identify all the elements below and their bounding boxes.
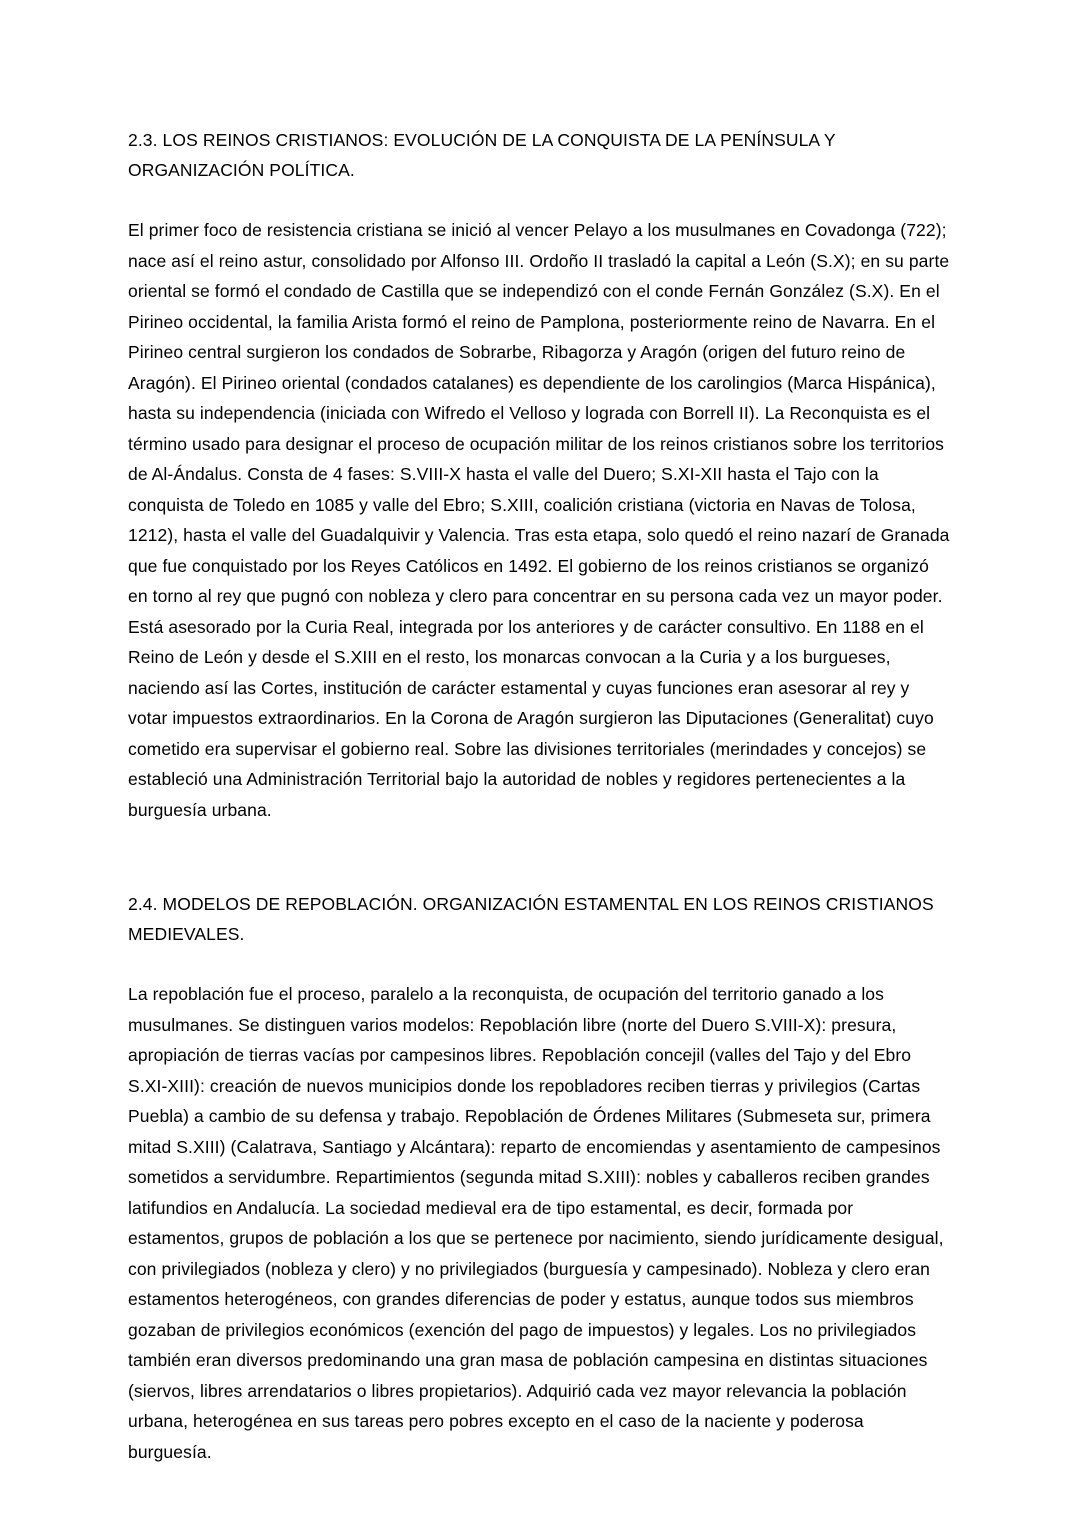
section-heading: 2.4. MODELOS DE REPOBLACIÓN. ORGANIZACIÓN ESTAMENTAL EN LOS REINOS CRISTIANOS MEDIEVALES. [128,894,939,944]
section-paragraph: La repoblación fue el proceso, paralelo a la reconquista, de ocupación del territorio ganado a los musulmanes. Se distinguen varios modelos: Repoblación libre (norte del Duero S.VIII-X): presura, apropiación de tierras vacías por campesinos libres. Repoblación concejil (valles del Tajo y del Ebro S.XI-XIII): creación de nuevos municipios donde los repobladores reciben tierras y privilegios (Cartas Puebla) a cambio de su defensa y trabajo. Repoblación de Órdenes Militares (Submeseta sur, primera mitad S.XIII) (Calatrava, Santiago y Alcántara): reparto de encomiendas y asentamiento de campesinos sometidos a servidumbre. Repartimientos (segunda mitad S.XIII): nobles y caballeros reciben grandes latifundios en Andalucía. La sociedad medieval era de tipo estamental, es decir, formada por estamentos, grupos de población a los que se pertenece por nacimiento, siendo jurídicamente desigual, con privilegiados (nobleza y clero) y no privilegiados (burguesía y campesinado). Nobleza y clero eran estamentos heterogéneos, con grandes diferencias de poder y estatus, aunque todos sus miembros gozaban de privilegios económicos (exención del pago de impuestos) y legales. Los no privilegiados también eran diversos predominando una gran masa de población campesina en distintas situaciones (siervos, libres arrendatarios o libres propietarios). Adquirió cada vez mayor relevancia la población urbana, heterogénea en sus tareas pero pobres excepto en el caso de la naciente y poderosa burguesía. [128,984,949,1462]
section-2-4 [128,889,952,1467]
section-heading: 2.3. LOS REINOS CRISTIANOS: EVOLUCIÓN DE LA CONQUISTA DE LA PENÍNSULA Y ORGANIZACIÓN POLÍTICA. [128,130,841,180]
section-paragraph: El primer foco de resistencia cristiana se inició al vencer Pelayo a los musulmanes en Covadonga (722); nace así el reino astur, consolidado por Alfonso III. Ordoño II trasladó la capital a León (S.X); en su parte oriental se formó el condado de Castilla que se independizó con el conde Fernán González (S.X). En el Pirineo occidental, la familia Arista formó el reino de Pamplona, posteriormente reino de Navarra. En el Pirineo central surgieron los condados de Sobrarbe, Ribagorza y Aragón (origen del futuro reino de Aragón). El Pirineo oriental (condados catalanes) es dependiente de los carolingios (Marca Hispánica), hasta su independencia (iniciada con Wifredo el Velloso y lograda con Borrell II). La Reconquista es el término usado para designar el proceso de ocupación militar de los reinos cristianos sobre los territorios de Al-Ándalus. Consta de 4 fases: S.VIII-X hasta el valle del Duero; S.XI-XII hasta el Tajo con la conquista de Toledo en 1085 y valle del Ebro; S.XIII, coalición cristiana (victoria en Navas de Tolosa, 1212), hasta el valle del Guadalquivir y Valencia. Tras esta etapa, solo quedó el reino nazarí de Granada que fue conquistado por los Reyes Católicos en 1492. El gobierno de los reinos cristianos se organizó en torno al rey que pugnó con nobleza y clero para concentrar en su persona cada vez un mayor poder. Está asesorado por la Curia Real, integrada por los anteriores y de carácter consultivo. En 1188 en el Reino de León y desde el S.XIII en el resto, los monarcas convocan a la Curia y a los burgueses, naciendo así las Cortes, institución de carácter estamental y cuyas funciones eran asesorar al rey y votar impuestos extraordinarios. En la Corona de Aragón surgieron las Diputaciones (Generalitat) cuyo cometido era supervisar el gobierno real. Sobre las divisiones territoriales (merindades y concejos) se estableció una Administración Territorial bajo la autoridad de nobles y regidores pertenecientes a la burguesía urbana. [128,220,955,820]
heading-spacer [128,185,952,215]
heading-spacer [128,949,952,979]
section-2-3 [128,125,955,825]
section-divider-spacer [128,825,952,889]
